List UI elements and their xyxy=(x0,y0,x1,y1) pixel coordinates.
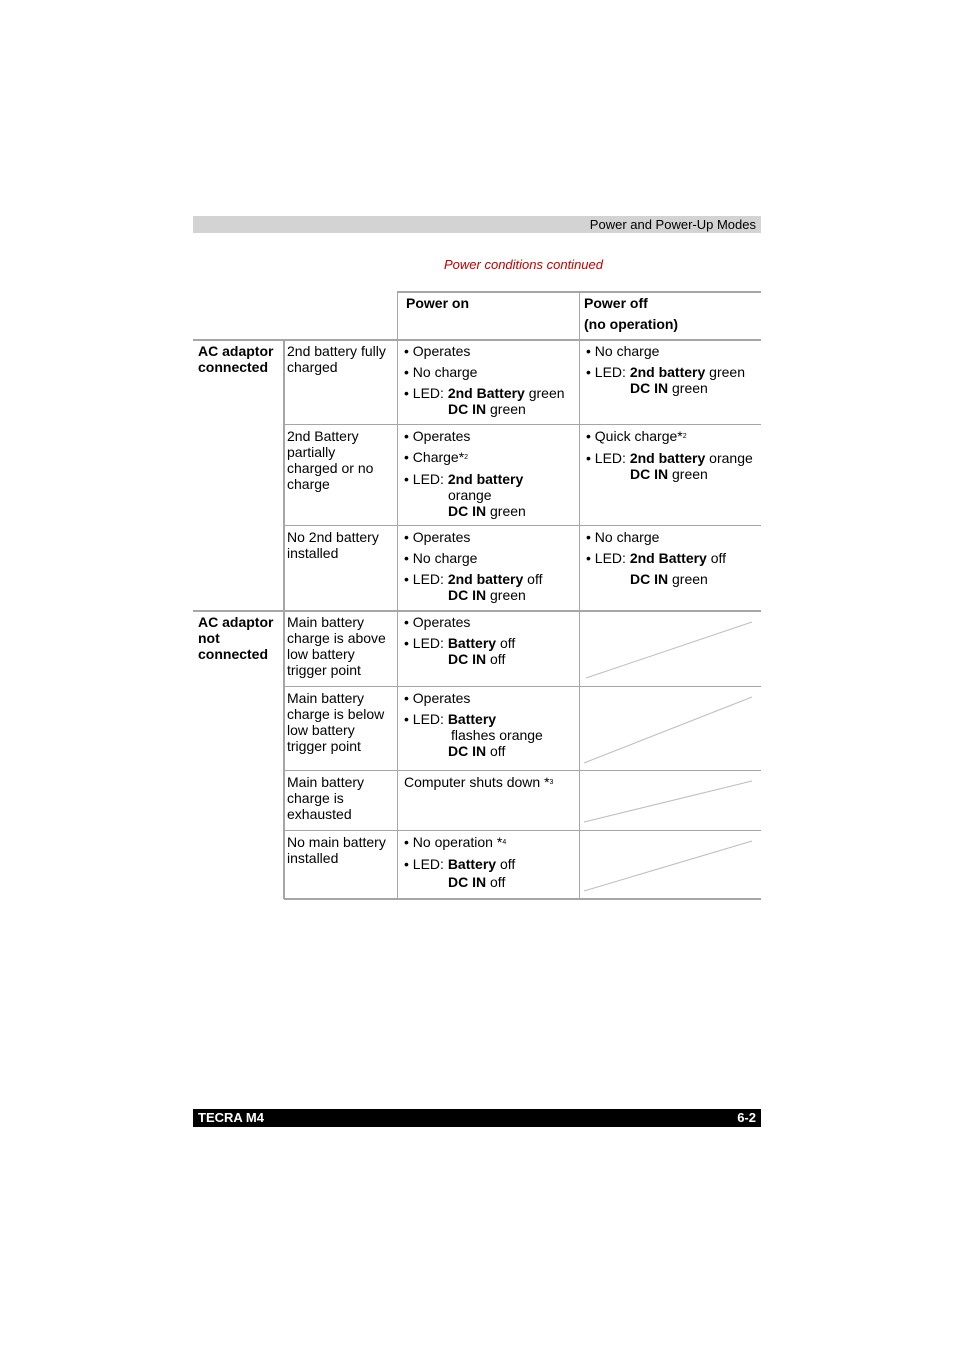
condition-cell: Main battery charge is exhausted xyxy=(287,774,365,822)
led-item: • LED: 2nd battery green xyxy=(586,364,745,380)
bullet-item: • No charge xyxy=(586,529,660,545)
shutdown-text: Computer shuts down *$^3$ xyxy=(404,774,554,790)
bullet-item: • Operates xyxy=(404,614,471,630)
led-item: • LED: 2nd battery orange xyxy=(586,450,753,466)
empty-cell-slash xyxy=(580,612,761,686)
footnote-ref: 2 xyxy=(682,433,687,440)
header-title: Power and Power-Up Modes xyxy=(589,217,756,232)
led-item: • LED: Battery off xyxy=(404,635,516,651)
dc-in-item: DC IN off xyxy=(448,651,506,667)
power-on-cell xyxy=(404,529,542,603)
bullet-item: • Charge*$^2$ xyxy=(404,449,469,465)
dc-in-item: DC IN green xyxy=(448,503,526,519)
column-header-power-off: Power off xyxy=(584,295,648,311)
empty-cell-slash xyxy=(580,771,761,830)
product-name: TECRA M4 xyxy=(198,1110,264,1125)
power-on-cell xyxy=(404,343,565,417)
bullet-item: • No operation *$^4$ xyxy=(404,834,507,850)
dc-in-item: DC IN green xyxy=(630,571,708,587)
running-header xyxy=(193,216,761,233)
led-item: • LED: Battery off xyxy=(404,856,516,872)
empty-cell-slash xyxy=(580,831,761,898)
row-rule xyxy=(284,424,761,425)
row-rule xyxy=(284,525,761,526)
bullet-item: • No charge xyxy=(404,550,478,566)
condition-cell: 2nd battery fully charged xyxy=(287,343,386,375)
bullet-item: • No charge xyxy=(586,343,660,359)
bullet-item: • Quick charge*$^2$ xyxy=(586,428,687,444)
bullet-item: • No charge xyxy=(404,364,478,380)
table-caption: Power conditions continued xyxy=(444,257,603,272)
group-ac-not-connected: AC adaptor not connected xyxy=(198,614,274,662)
empty-cell-slash xyxy=(580,687,761,770)
power-off-cell xyxy=(586,428,753,482)
group-ac-connected: AC adaptor connected xyxy=(198,343,274,375)
header-bottom-rule xyxy=(193,339,761,341)
condition-cell: Main battery charge is below low battery trigger point xyxy=(287,690,385,754)
column-header-power-on: Power on xyxy=(406,295,470,311)
footnote-ref: 4 xyxy=(502,839,507,846)
power-on-cell xyxy=(404,690,543,759)
led-item: • LED: 2nd Battery off xyxy=(586,550,727,566)
led-state: orange xyxy=(448,487,492,503)
header-divider-left xyxy=(397,291,398,340)
led-item: • LED: 2nd battery off xyxy=(404,571,543,587)
led-item: • LED: 2nd battery xyxy=(404,471,524,487)
condition-cell: No 2nd battery installed xyxy=(287,529,379,561)
dc-in-item: DC IN green xyxy=(630,466,708,482)
led-item: • LED: Battery xyxy=(404,711,497,727)
power-off-cell xyxy=(586,529,726,587)
bullet-item: • Operates xyxy=(404,428,471,444)
header-divider-mid xyxy=(579,291,580,340)
condition-cell: No main battery installed xyxy=(287,834,386,866)
dc-in-item: DC IN green xyxy=(448,587,526,603)
bullet-item: • Operates xyxy=(404,529,471,545)
power-on-cell xyxy=(404,774,553,791)
power-on-cell xyxy=(404,834,515,890)
power-on-cell xyxy=(404,614,515,667)
dc-in-item: DC IN green xyxy=(448,401,526,417)
column-header-power-off-sub: (no operation) xyxy=(584,316,679,332)
dc-in-item: DC IN off xyxy=(448,743,506,759)
dc-in-item: DC IN off xyxy=(448,874,506,890)
bullet-item: • Operates xyxy=(404,690,471,706)
table-bottom-rule xyxy=(284,898,761,900)
power-off-cell xyxy=(586,343,745,396)
condition-cell: Main battery charge is above low battery trigger point xyxy=(287,614,386,678)
power-on-cell xyxy=(404,428,526,519)
footnote-ref: 3 xyxy=(549,779,554,786)
bullet-item: • Operates xyxy=(404,343,471,359)
led-state: flashes orange xyxy=(451,727,543,743)
page-number: 6-2 xyxy=(737,1110,756,1125)
condition-cell: 2nd Battery partially charged or no charge xyxy=(287,428,374,492)
led-item: • LED: 2nd Battery green xyxy=(404,385,565,401)
dc-in-item: DC IN green xyxy=(630,380,708,396)
footnote-ref: 2 xyxy=(464,454,469,461)
running-footer xyxy=(193,1109,761,1127)
